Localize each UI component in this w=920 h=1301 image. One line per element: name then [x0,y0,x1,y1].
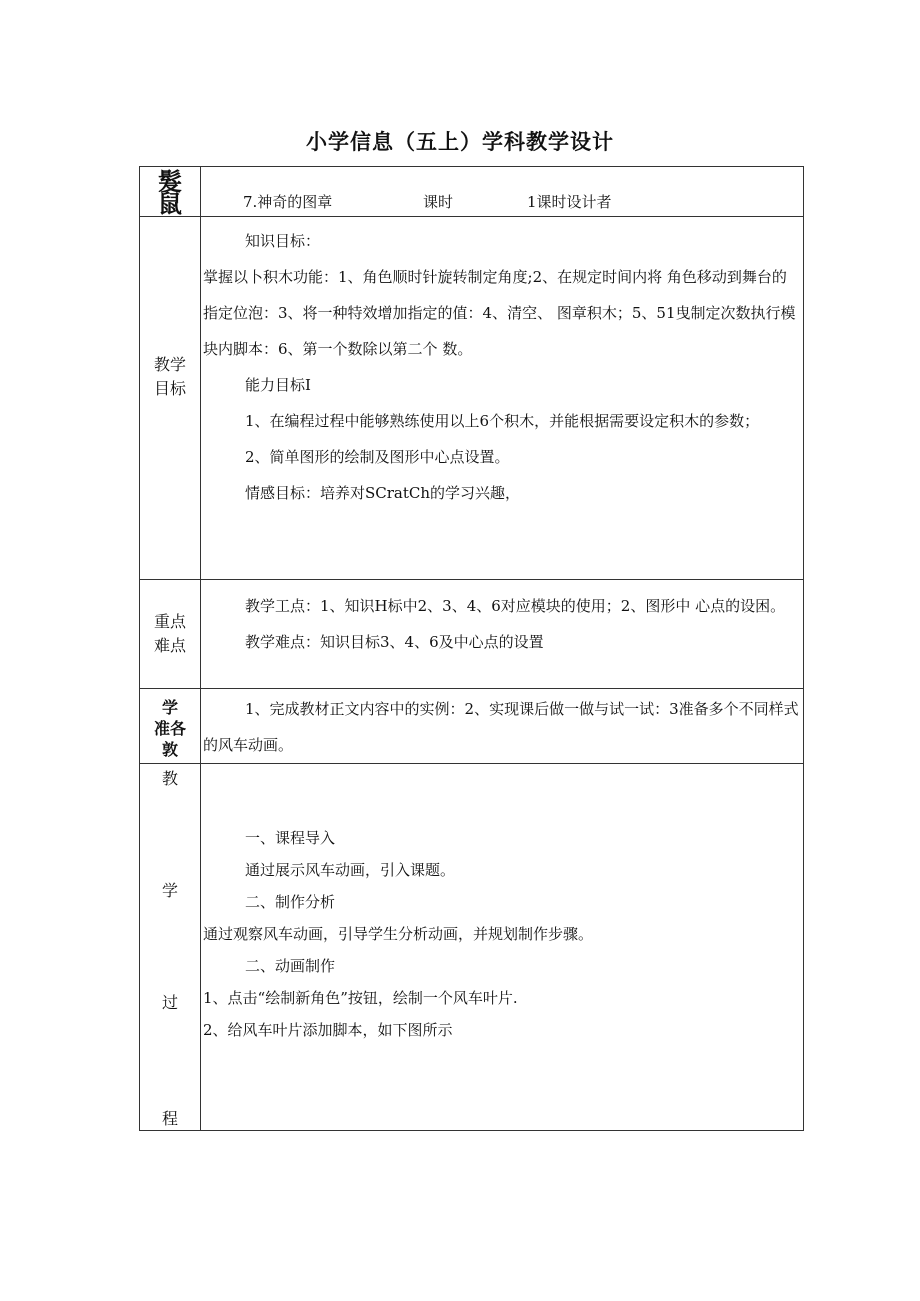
step3-item-1: 1、点击“绘制新角色”按钮，绘制一个风车叶片. [203,989,518,1007]
label-prep-b: 准各 [153,719,186,738]
content-cell-lesson [201,167,804,217]
knowledge-title: 知识目标： [245,232,321,250]
row-objectives [140,217,804,580]
label-key-b: 难点 [153,636,186,655]
label-process-3: 过 [161,993,178,1012]
step1-title: 一、课程导入 [245,829,336,847]
content-cell-preparation [201,689,804,764]
row-preparation [140,689,804,764]
ability-item-2: 2、简单图形的绘制及图形中心点设置。 [245,448,510,466]
ability-title: 能力目标I [245,376,311,394]
row-lesson-info [140,167,804,217]
label-cell-lesson [140,167,201,217]
content-cell-key-points [201,580,804,689]
step1-text: 通过展示风车动画，引入课题。 [245,861,456,879]
step3-item-2: 2、给风车叶片添加脚本，如下图所示 [203,1021,453,1039]
content-cell-process [201,764,804,1131]
label-cell-preparation [140,689,201,764]
ability-item-1: 1、在编程过程中能够熟练使用以上6个积木，并能根据需要设定积木的参数； [245,412,760,430]
page-title: 小学信息（五上）学科教学设计 [306,130,614,154]
lesson-plan-table [139,166,804,1131]
label-objectives-a: 教学 [153,355,186,374]
emotion-goal: 情感目标：培养对SCratCh的学习兴趣， [245,484,521,502]
label-cell-objectives [140,217,201,580]
step2-title: 二、制作分析 [245,893,336,911]
period-value: 1课时设计者 [527,193,612,211]
content-cell-objectives [201,217,804,580]
period-label: 课时 [423,193,454,211]
label-process-1: 教 [161,769,178,788]
label-cell-key-points [140,580,201,689]
label-cell-process [140,764,201,1131]
label-process-4: 程 [161,1109,178,1128]
label-prep-c: 敦 [161,740,178,759]
key-point-text: 教学工点：1、知识H标中2、3、4、6对应模块的使用；2、图形中 心点的设困。 [245,597,786,615]
label-process-2: 学 [161,881,178,900]
row-process [140,764,804,1131]
label-glyph-bottom: 鼠 [158,189,182,218]
difficulty-text: 教学难点：知识目标3、4、6及中心点的设置 [245,633,544,651]
step3-title: 二、动画制作 [245,957,336,975]
step2-text: 通过观察风车动画，引导学生分析动画，并规划制作步骤。 [203,925,594,943]
knowledge-text: 掌握以卜积木功能：1、角色顺时针旋转制定角度;2、在规定时间内将 角色移动到舞台的指定位泡：3、将一种特效增加指定的值：4、清空、 图章积木；5、51曳制定次数执行模块内脚本：6、第一个数除以第二个 数。 [203,268,796,358]
lesson-name: 7.神奇的图章 [243,193,333,211]
label-prep-a: 学 [161,698,178,717]
label-key-a: 重点 [153,612,186,631]
label-glyph-top: 髮 [158,167,182,196]
label-objectives-b: 目标 [153,379,186,398]
preparation-text: 1、完成教材正文内容中的实例：2、实现课后做一做与试一试：3准备多个不同样式的风车动画。 [203,700,799,754]
row-key-points [140,580,804,689]
